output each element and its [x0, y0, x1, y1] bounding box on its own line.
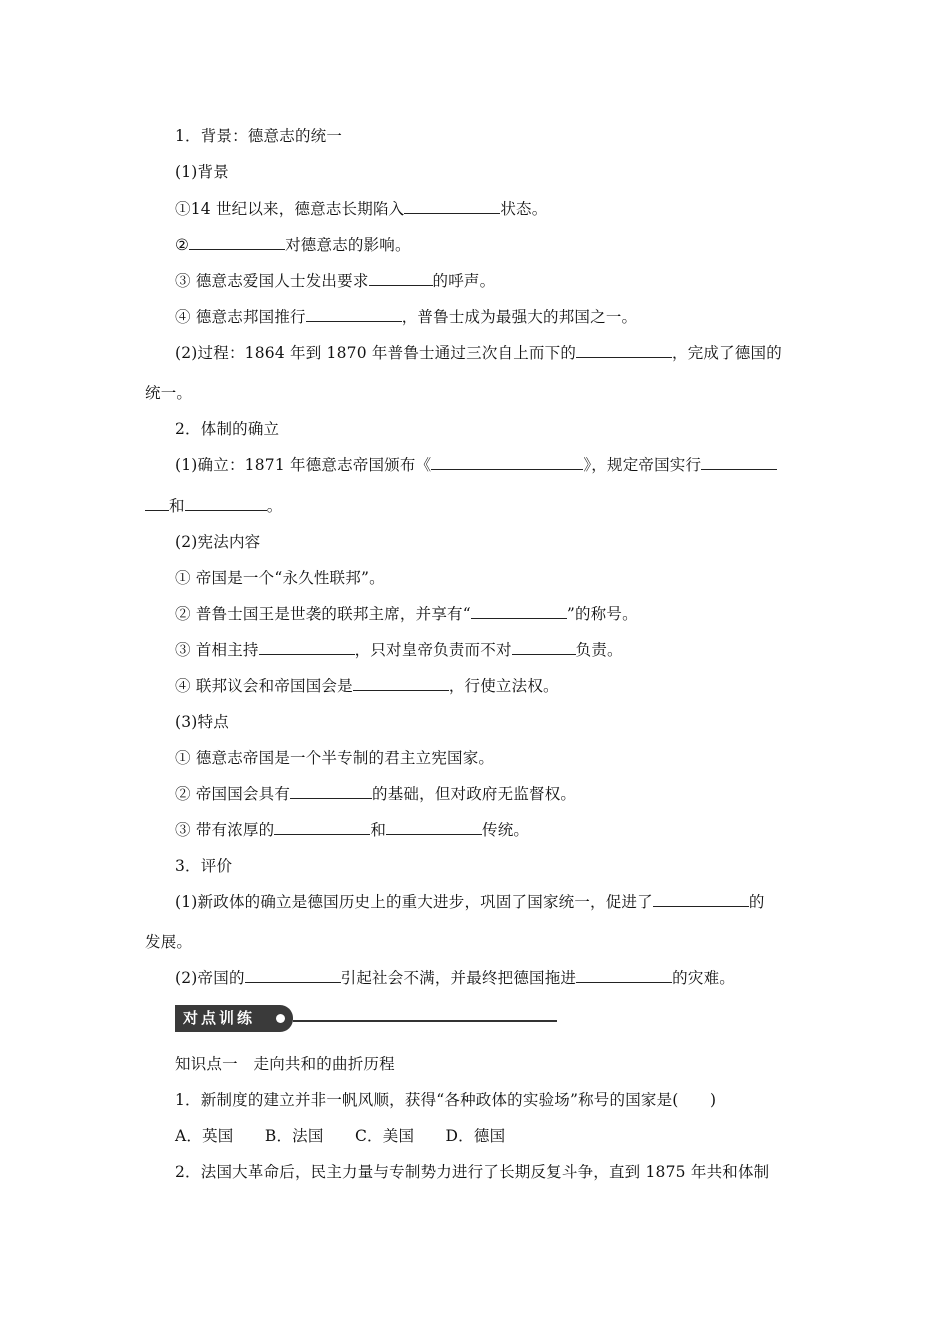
fill-in-blank[interactable]: [471, 604, 567, 619]
fill-in-blank[interactable]: [290, 784, 372, 799]
text-line: [175, 1090, 716, 1110]
fill-in-blank[interactable]: [145, 496, 169, 511]
fill-in-blank[interactable]: [353, 676, 449, 691]
text-line: [175, 1162, 769, 1182]
text-line: [175, 199, 547, 219]
text-segment: 引起社会不满，并最终把德国拖进: [340, 969, 577, 987]
fill-in-blank[interactable]: [653, 892, 749, 907]
text-line: [175, 856, 232, 876]
text-line: [145, 383, 192, 403]
text-segment: 的基础，但对政府无监督权。: [372, 785, 577, 803]
text-segment: ① 德意志帝国是一个半专制的君主立宪国家。: [175, 749, 495, 767]
text-segment: (1)确立：1871 年德意志帝国颁布《: [175, 456, 432, 474]
fill-in-blank[interactable]: [259, 640, 355, 655]
text-segment: ④ 联邦议会和帝国国会是: [175, 677, 353, 695]
text-line: [175, 820, 529, 840]
text-segment: ”的称号。: [566, 605, 638, 623]
text-segment: ，行使立法权。: [448, 677, 559, 695]
text-line: [175, 784, 576, 804]
text-line: [175, 604, 638, 624]
text-segment: 和: [370, 821, 387, 839]
fill-in-blank[interactable]: [576, 968, 672, 983]
text-segment: ② 帝国国会具有: [175, 785, 291, 803]
text-segment: 对德意志的影响。: [285, 236, 411, 254]
text-segment: A．英国 B．法国 C．美国 D．德国: [175, 1127, 506, 1145]
text-line: [175, 162, 229, 182]
text-line: [175, 271, 495, 291]
text-segment: 2．法国大革命后，民主力量与专制势力进行了长期反复斗争，直到 1875 年共和体制: [175, 1163, 770, 1181]
text-line: [175, 126, 342, 146]
text-line: [145, 496, 282, 516]
text-segment: (1)新政体的确立是德国历史上的重大进步，巩固了国家统一，促进了: [175, 893, 653, 911]
text-line: [175, 968, 735, 988]
text-segment: (2)帝国的: [175, 969, 245, 987]
text-line: [175, 235, 411, 255]
text-segment: 2．体制的确立: [175, 420, 280, 438]
text-line: [175, 532, 260, 552]
fill-in-blank[interactable]: [701, 455, 777, 470]
text-segment: ③ 带有浓厚的: [175, 821, 275, 839]
fill-in-blank[interactable]: [189, 235, 285, 250]
text-segment: (2)宪法内容: [175, 533, 261, 551]
text-line: [175, 568, 385, 588]
fill-in-blank[interactable]: [369, 271, 433, 286]
text-segment: 传统。: [482, 821, 530, 839]
text-segment: ③ 德意志爱国人士发出要求: [175, 272, 369, 290]
text-segment: 》，规定帝国实行: [583, 456, 702, 474]
text-segment: ②: [175, 236, 190, 254]
fill-in-blank[interactable]: [512, 640, 576, 655]
text-segment: 3．评价: [175, 857, 233, 875]
text-segment: 负责。: [575, 641, 623, 659]
text-segment: ③ 首相主持: [175, 641, 259, 659]
text-line: [175, 712, 229, 732]
text-segment: (2)过程：1864 年到 1870 年普鲁士通过三次自上而下的: [175, 344, 577, 362]
text-line: [175, 1126, 505, 1146]
text-segment: 发展。: [145, 933, 193, 951]
section-header-label: 对点训练: [175, 1005, 293, 1032]
fill-in-blank[interactable]: [185, 496, 267, 511]
fill-in-blank[interactable]: [431, 455, 583, 470]
fill-in-blank[interactable]: [386, 820, 482, 835]
text-segment: ② 普鲁士国王是世袭的联邦主席，并享有“: [175, 605, 471, 623]
text-line: [175, 419, 279, 439]
fill-in-blank[interactable]: [274, 820, 370, 835]
text-segment: (3)特点: [175, 713, 229, 731]
text-line: [175, 1054, 395, 1074]
text-line: [145, 932, 192, 952]
text-segment: 的呼声。: [432, 272, 496, 290]
text-line: [175, 455, 777, 475]
text-segment: 1．新制度的建立并非一帆风顺，获得“各种政体的实验场”称号的国家是( ): [175, 1091, 717, 1109]
fill-in-blank[interactable]: [576, 343, 672, 358]
text-line: [175, 676, 559, 696]
text-segment: ① 帝国是一个“永久性联邦”。: [175, 569, 385, 587]
bullet-dot-icon: [276, 1014, 285, 1023]
fill-in-blank[interactable]: [245, 968, 341, 983]
text-segment: ，只对皇帝负责而不对: [354, 641, 512, 659]
text-segment: 。: [266, 497, 283, 515]
text-segment: 状态。: [500, 200, 548, 218]
text-line: [175, 748, 494, 768]
text-segment: ①14 世纪以来，德意志长期陷入: [175, 200, 405, 218]
text-segment: 的: [748, 893, 765, 911]
text-line: [175, 892, 765, 912]
text-segment: ，完成了德国的: [672, 344, 782, 362]
text-segment: (1)背景: [175, 163, 229, 181]
section-divider: [293, 1020, 557, 1022]
text-segment: 的灾难。: [672, 969, 735, 987]
text-segment: 统一。: [145, 384, 193, 402]
fill-in-blank[interactable]: [404, 199, 500, 214]
text-line: [175, 640, 623, 660]
text-line: [175, 307, 637, 327]
text-segment: 1．背景：德意志的统一: [175, 127, 343, 145]
text-segment: ④ 德意志邦国推行: [175, 308, 306, 326]
text-line: [175, 343, 782, 363]
text-segment: ，普鲁士成为最强大的邦国之一。: [401, 308, 638, 326]
text-segment: 知识点一 走向共和的曲折历程: [175, 1055, 395, 1073]
fill-in-blank[interactable]: [306, 307, 402, 322]
text-segment: 和: [169, 497, 185, 515]
